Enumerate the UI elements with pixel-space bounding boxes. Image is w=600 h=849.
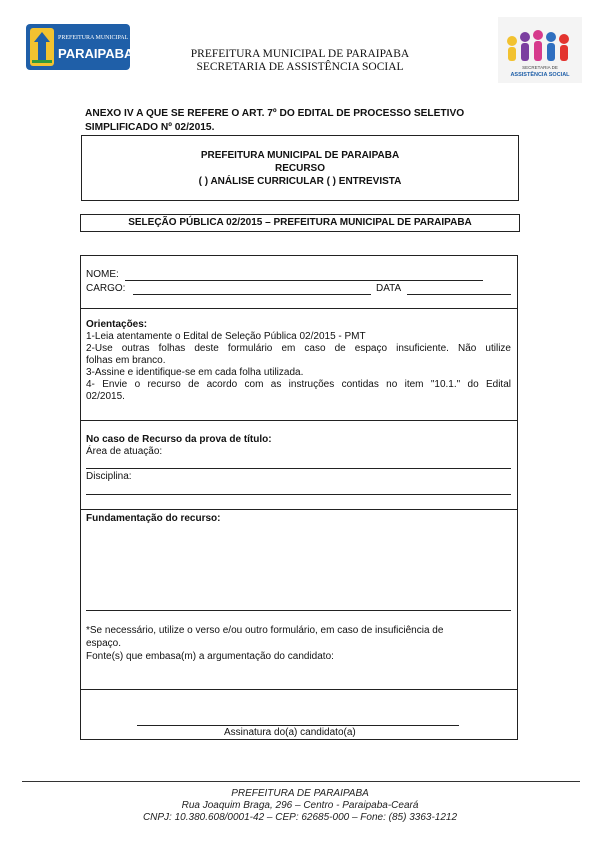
cargo-field[interactable] xyxy=(133,294,371,295)
recurso-line-1: PREFEITURA MUNICIPAL DE PARAIPABA xyxy=(200,150,400,161)
disciplina-field[interactable] xyxy=(86,494,511,495)
annex-line-1: ANEXO IV A QUE SE REFERE O ART. 7º DO EDITAL DE PROCESSO SELETIVO xyxy=(85,108,465,119)
signature-line[interactable] xyxy=(137,725,459,726)
data-label: DATA xyxy=(376,283,402,294)
note-line-2: espaço. xyxy=(86,638,122,649)
disciplina-label: Disciplina: xyxy=(86,471,132,482)
header-line-2: SECRETARIA DE ASSISTÊNCIA SOCIAL xyxy=(196,61,404,73)
recurso-box xyxy=(81,135,519,201)
note-line-1: *Se necessário, utilize o verso e/ou outro formulário, em caso de insuficiência de xyxy=(86,625,444,636)
header xyxy=(140,48,460,74)
orientacao-1: 1-Leia atentamente o Edital de Seleção Pública 02/2015 - PMT xyxy=(86,331,366,342)
paraipaba-logo xyxy=(26,24,130,70)
divider xyxy=(81,308,517,309)
annex-line-2: SIMPLIFICADO Nº 02/2015. xyxy=(85,122,215,133)
orientacao-2: 2-Use outras folhas deste formulário em caso de espaço insuficiente. Não utilize xyxy=(86,343,511,354)
orientacao-2-cont: folhas em branco. xyxy=(86,355,166,366)
orientacao-4-cont: 02/2015. xyxy=(86,391,125,402)
orientacao-4: 4- Envie o recurso de acordo com as instruções contidas no item "10.1." do Edital xyxy=(86,379,511,390)
assistencia-social-logo xyxy=(498,17,582,83)
orientacoes xyxy=(86,319,511,403)
fonte-label: Fonte(s) que embasa(m) a argumentação do candidato: xyxy=(86,651,334,662)
annex-heading xyxy=(85,107,525,135)
footer-title: PREFEITURA DE PARAIPABA xyxy=(231,788,369,799)
divider xyxy=(81,689,517,690)
recurso-line-2: RECURSO xyxy=(274,163,325,174)
area-label: Área de atuação: xyxy=(86,446,163,457)
divider xyxy=(81,509,517,510)
logo-right-name: ASSISTÊNCIA SOCIAL xyxy=(510,72,570,78)
orientacao-3: 3-Assine e identifique-se em cada folha utilizada. xyxy=(86,367,304,378)
orientacoes-title: Orientações: xyxy=(86,319,148,330)
titulo-heading: No caso de Recurso da prova de título: xyxy=(86,434,272,445)
header-line-1: PREFEITURA MUNICIPAL DE PARAIPABA xyxy=(190,48,410,60)
nome-label: NOME: xyxy=(86,269,119,280)
logo-right-caption: SECRETARIA DE xyxy=(522,65,558,70)
divider xyxy=(81,420,517,421)
logo-caption: PREFEITURA MUNICIPAL DE xyxy=(58,35,130,41)
logo-name: PARAIPABA xyxy=(58,46,130,61)
footer-rule xyxy=(22,781,580,782)
footer xyxy=(120,788,480,824)
fundamentacao-label: Fundamentação do recurso: xyxy=(86,513,221,524)
cargo-label: CARGO: xyxy=(86,283,126,294)
recurso-form xyxy=(80,255,518,740)
recurso-line-3: ( ) ANÁLISE CURRICULAR ( ) ENTREVISTA xyxy=(198,176,402,187)
footer-address: Rua Joaquim Braga, 296 – Centro - Paraipaba-Ceará xyxy=(181,800,419,811)
area-field[interactable] xyxy=(86,468,511,469)
assinatura-label: Assinatura do(a) candidato(a) xyxy=(224,727,356,738)
selecao-title: SELEÇÃO PÚBLICA 02/2015 – PREFEITURA MUNICIPAL DE PARAIPABA xyxy=(80,214,520,232)
nome-field[interactable] xyxy=(125,280,483,281)
footer-contact: CNPJ: 10.380.608/0001-42 – CEP: 62685-000 – Fone: (85) 3363-1212 xyxy=(142,812,458,823)
data-field[interactable] xyxy=(407,294,511,295)
fundamentacao-field[interactable] xyxy=(86,610,511,611)
